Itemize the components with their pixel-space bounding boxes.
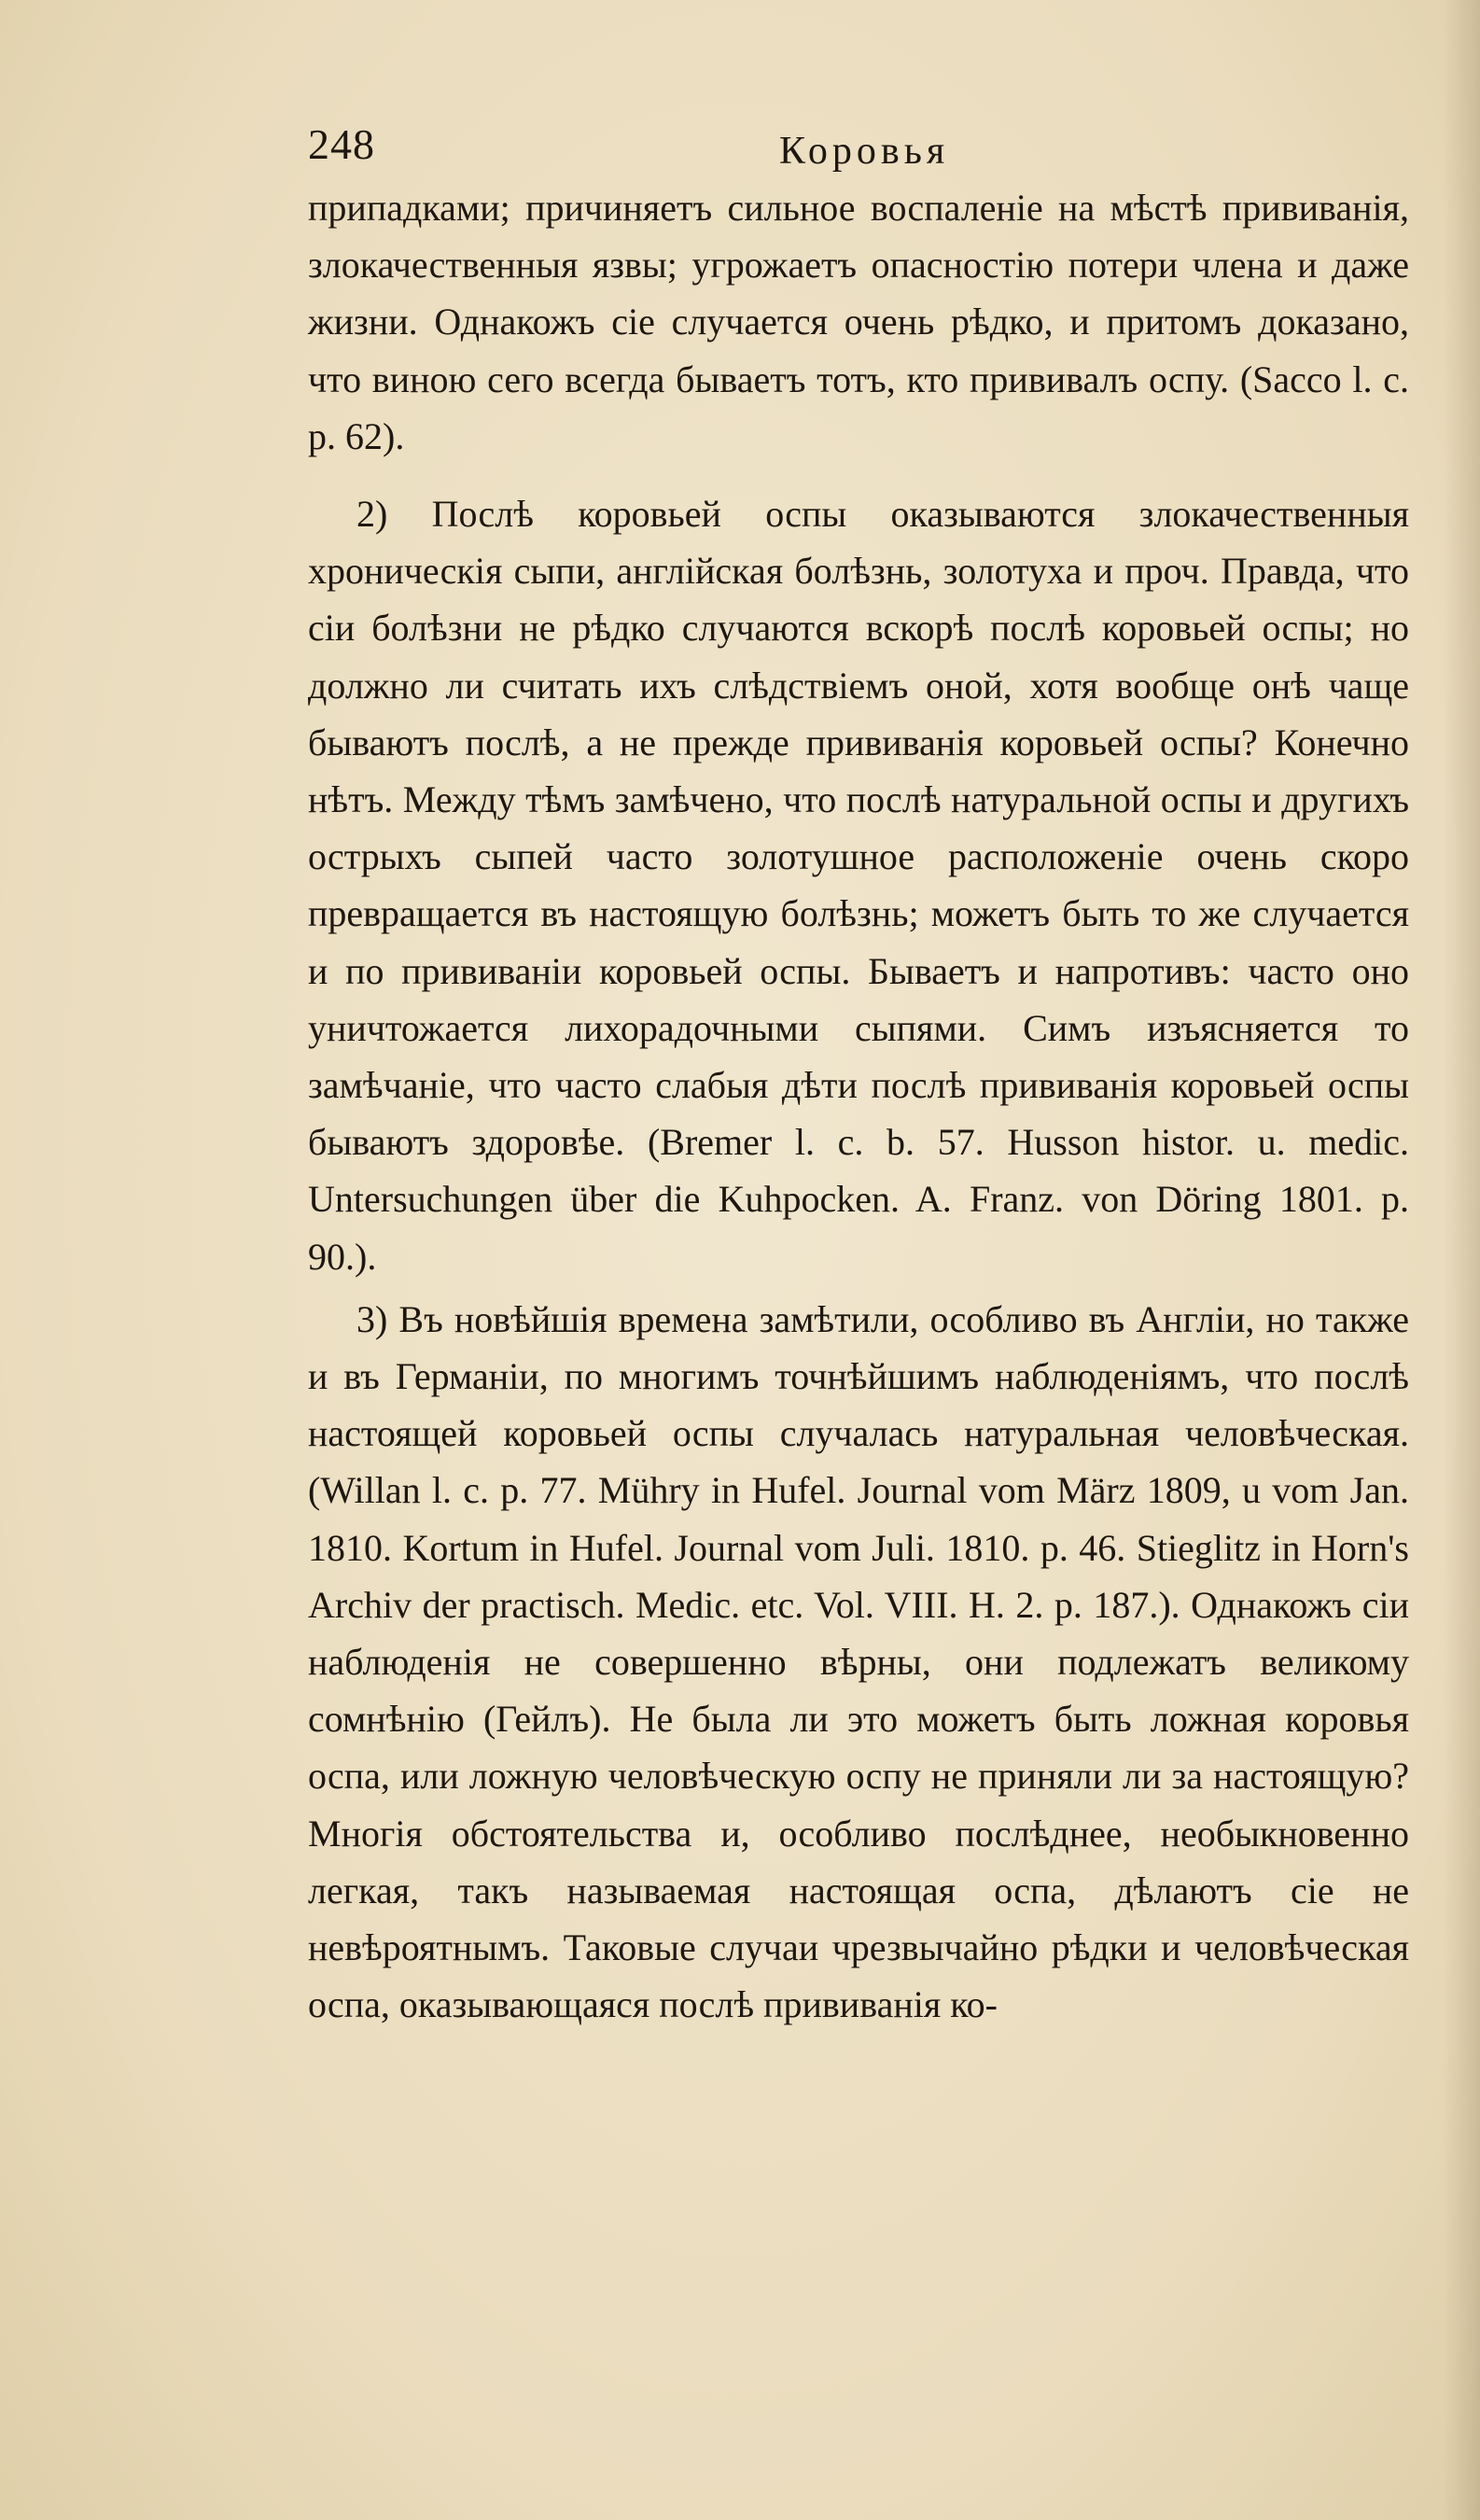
paragraph-point-3: 3) Въ новѣйшія времена замѣтили, особливо въ Англіи, но также и въ Германіи, по многимъ точнѣйшимъ наблюденіямъ, что послѣ настоящей коровьей оспы случалась натуральная человѣческая. (Willan l. c. p. 77. Mühry in Hufel. Journal vom März 1809, u vom Jan. 1810. Kortum in Hufel. Journal vom Juli. 1810. p. 46. Stieglitz in Horn's Archiv der practisch. Medic. etc. Vol. VIII. H. 2. p. 187.). Однакожъ сіи наблюденія не совершенно вѣрны, они подлежатъ великому сомнѣнію (Гейлъ). Не была ли это можетъ быть ложная коровья оспа, или ложную человѣческую оспу не приняли ли за настоящую? Многія обстоятельства и, особливо послѣднее, необыкновенно легкая, такъ называемая настоящая оспа, дѣлаютъ сіе не невѣроятнымъ. Таковые случаи чрезвычайно рѣдки и человѣческая оспа, оказывающаяся послѣ прививанія ко- <box>308 1297 1409 2026</box>
page-header <box>308 119 1409 175</box>
paragraph-continuation: припадками; причиняетъ сильное воспаленіе на мѣстѣ прививанія, злокачественныя язвы; угрожаетъ опасностію потери члена и даже жизни. Однакожъ сіе случается очень рѣдко, и притомъ доказано, что виною сего всегда бываетъ тотъ, кто прививалъ оспу. (Sacco l. c. p. 62). <box>308 187 1409 457</box>
page-number: 248 <box>308 120 375 168</box>
running-head: Коровья <box>779 130 950 173</box>
page-edge-shadow <box>1443 0 1480 2520</box>
paragraph-point-2: 2) Послѣ коровьей оспы оказываются злокачественныя хроническія сыпи, англійская болѣзнь, золотуха и проч. Правда, что сіи болѣзни не рѣдко случаются вскорѣ послѣ коровьей оспы; но должно ли считать ихъ слѣдствіемъ оной, хотя вообще онѣ чаще бываютъ послѣ, а не прежде прививанія коровьей оспы? Конечно нѣтъ. Между тѣмъ замѣчено, что послѣ натуральной оспы и другихъ острыхъ сыпей часто золотушное расположеніе очень скоро превращается въ настоящую болѣзнь; можетъ быть то же случается и по прививаніи коровьей оспы. Бываетъ и напротивъ: часто оно уничтожается лихорадочными сыпями. Симъ изъясняется то замѣчаніе, что часто слабыя дѣти послѣ прививанія коровьей оспы бываютъ здоровѣе. (Bremer l. c. b. 57. Husson histor. u. medic. Untersuchungen über die Kuhpocken. A. Franz. von Döring 1801. p. 90.). <box>308 493 1409 1278</box>
body-text <box>308 179 1409 2034</box>
